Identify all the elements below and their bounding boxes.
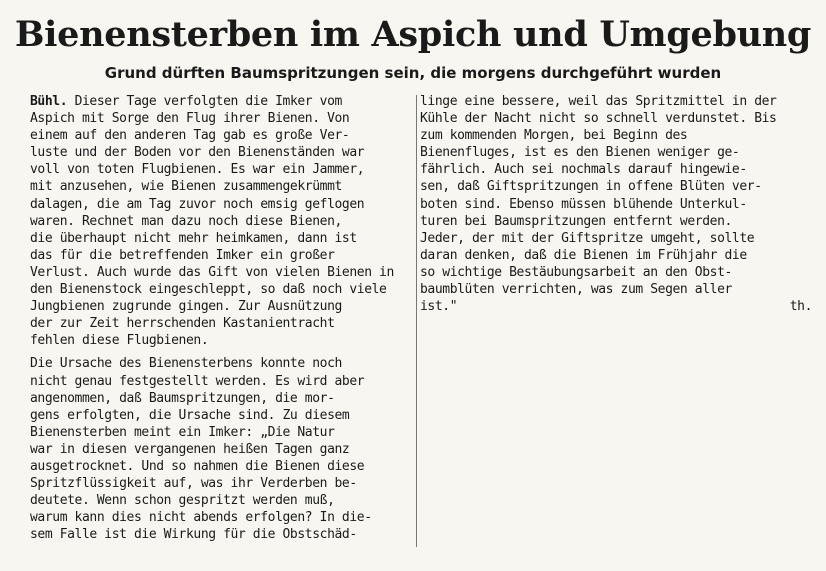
author-signature: th.	[789, 299, 812, 315]
text-line: den Bienenstock eingeschleppt, so daß noch viele	[30, 282, 387, 298]
text-line: mit anzusehen, wie Bienen zusammengekrümmt	[30, 179, 342, 195]
text-line: Spritzflüssigkeit auf, was ihr Verderben be-	[30, 476, 357, 492]
column-divider	[416, 95, 417, 547]
text-line: einem auf den anderen Tag gab es große Ver-	[30, 128, 350, 144]
text-line: linge eine bessere, weil das Spritzmittel in der	[420, 94, 777, 109]
text-line: warum kann dies nicht abends erfolgen? In die-	[30, 510, 372, 526]
text-line: gens erfolgten, die Ursache sind. Zu diesem	[30, 407, 350, 423]
text-line: die überhaupt nicht mehr heimkamen, dann ist	[30, 230, 357, 246]
text-line: der zur Zeit herrschenden Kastanientracht	[30, 316, 335, 332]
text-line: baumblüten verrichten, was zum Segen aller	[420, 282, 732, 298]
text-line: Bienenfluges, ist es den Bienen weniger ge-	[420, 145, 740, 161]
text-segment: Dieser Tage verfolgten die Imker vom	[67, 94, 342, 109]
text-line: das für die betreffenden Imker ein großer	[30, 247, 335, 263]
article-headline: Bienensterben im Aspich und Umgebung	[14, 14, 812, 55]
text-line: sen, daß Giftspritzungen in offene Blüten ver-	[420, 179, 762, 195]
text-line: Jungbienen zugrunde gingen. Zur Ausnützung	[30, 299, 342, 315]
right-column	[420, 93, 812, 315]
text-line: so wichtige Bestäubungsarbeit an den Obst-	[420, 264, 732, 280]
closing-line	[420, 298, 812, 315]
text-line: Verlust. Auch wurde das Gift von vielen Bienen in	[30, 264, 394, 280]
text-line: dalagen, die am Tag zuvor noch emsig geflogen	[30, 196, 365, 212]
text-line: fehlen diese Flugbienen.	[30, 333, 209, 349]
text-line: war in diesen vergangenen heißen Tagen ganz	[30, 441, 350, 457]
text-line: turen bei Baumspritzungen entfernt werden.	[420, 213, 732, 229]
text-line: fährlich. Auch sei nochmals darauf hingewie-	[420, 162, 747, 178]
article-subheadline: Grund dürften Baumspritzungen sein, die morgens durchgeführt wurden	[104, 64, 722, 82]
text-line: boten sind. Ebenso müssen blühende Unterkul-	[420, 196, 747, 212]
text-line: zum kommenden Morgen, bei Beginn des	[420, 128, 688, 144]
text-line	[30, 93, 413, 110]
paragraph-1	[30, 93, 413, 349]
text-line: daran denken, daß die Bienen im Frühjahr die	[420, 247, 747, 263]
text-line: sem Falle ist die Wirkung für die Obstschäd-	[30, 527, 357, 543]
text-line: angenommen, daß Baumspritzungen, die mor-	[30, 390, 335, 406]
text-line: Die Ursache des Bienensterbens konnte noch	[30, 356, 342, 372]
closing-text: ist."	[420, 299, 458, 315]
left-column	[30, 93, 413, 543]
text-line: ausgetrocknet. Und so nahmen die Bienen diese	[30, 458, 365, 474]
text-line: deutete. Wenn schon gespritzt werden muß,	[30, 493, 335, 509]
text-line: luste und der Boden vor den Bienenständen war	[30, 145, 365, 161]
text-line: Kühle der Nacht nicht so schnell verdunstet. Bis	[420, 111, 777, 127]
text-line: nicht genau festgestellt werden. Es wird aber	[30, 373, 365, 389]
text-line: Aspich mit Sorge den Flug ihrer Bienen. Von	[30, 111, 350, 127]
text-line: Jeder, der mit der Giftspritze umgeht, sollte	[420, 230, 755, 246]
text-line: Bienensterben meint ein Imker: „Die Natur	[30, 424, 335, 440]
dateline: Bühl.	[30, 94, 68, 109]
text-line: waren. Rechnet man dazu noch diese Bienen,	[30, 213, 342, 229]
right-column-text	[420, 93, 812, 298]
text-line: voll von toten Flugbienen. Es war ein Jammer,	[30, 162, 365, 178]
paragraph-2	[30, 355, 413, 543]
